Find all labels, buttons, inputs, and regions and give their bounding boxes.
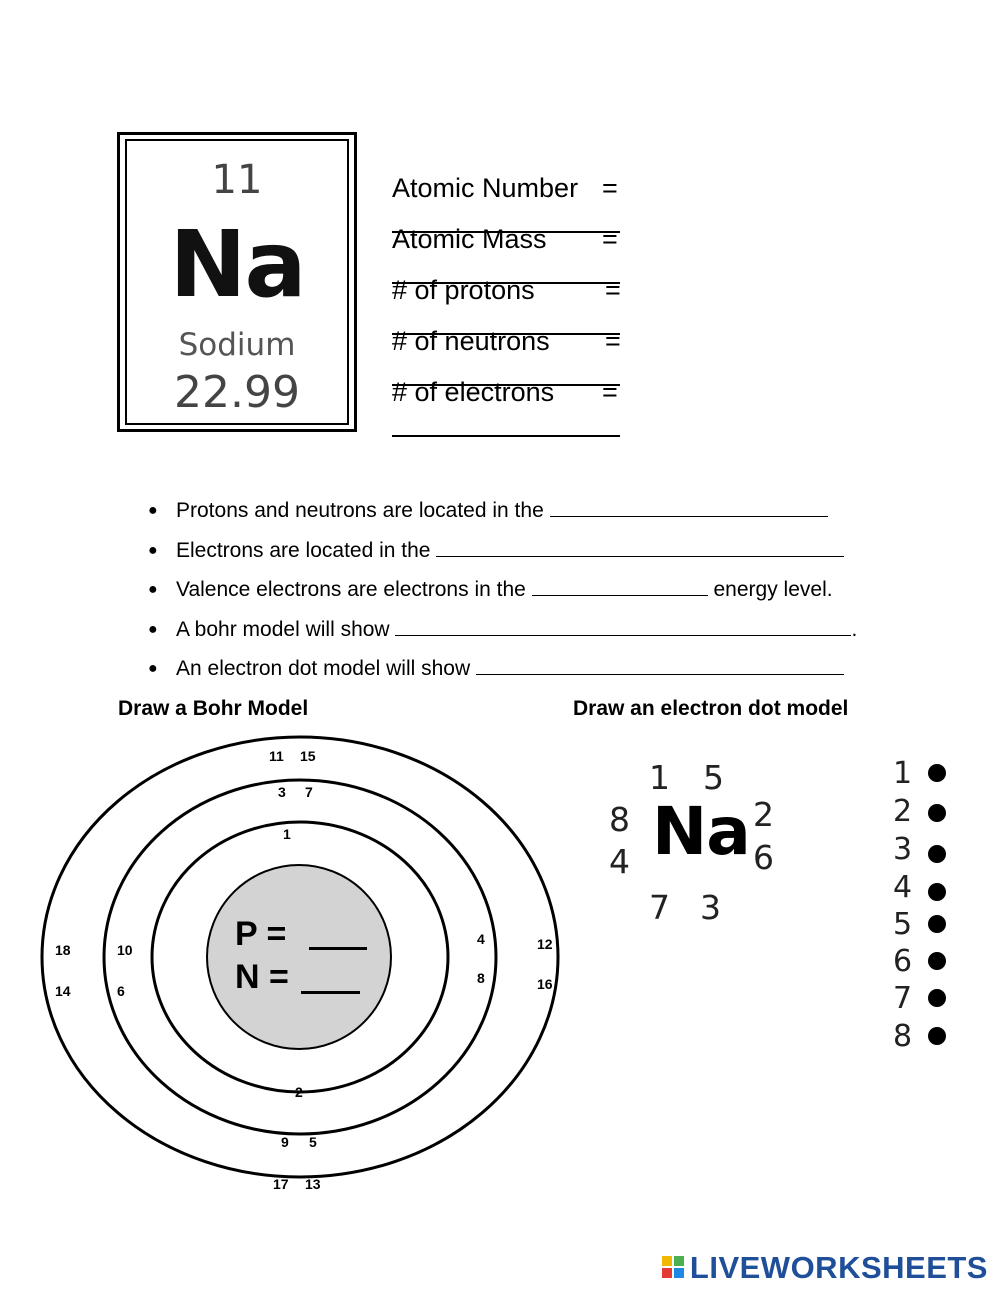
bullet-suffix: energy level. [713, 578, 833, 601]
property-label: Atomic Number [392, 173, 579, 203]
bullet-item [148, 656, 844, 681]
property-label: # of protons [392, 275, 535, 305]
bohr-number: 12 [537, 936, 553, 952]
bohr-number: 4 [477, 931, 485, 947]
bullet-icon: ● [148, 542, 158, 559]
palette-number: 6 [893, 944, 913, 979]
dot-position-number[interactable]: 2 [753, 795, 774, 834]
nucleus-protons-blank[interactable] [309, 947, 367, 950]
dot-position-number[interactable]: 8 [609, 800, 630, 839]
bullet-icon: ● [148, 660, 158, 677]
dot-position-number[interactable]: 4 [609, 842, 630, 881]
dot-model-answer-field[interactable] [476, 656, 844, 675]
bohr-number: 16 [537, 976, 553, 992]
element-name: Sodium [178, 327, 296, 363]
palette-number: 5 [893, 907, 913, 942]
atomic-number: 11 [211, 157, 263, 203]
bullet-icon: ● [148, 581, 158, 598]
bullet-icon: ● [148, 621, 158, 638]
palette-number: 7 [893, 981, 913, 1016]
element-symbol: Na [169, 211, 305, 318]
property-electrons [377, 346, 620, 444]
bullet-text: Protons and neutrons are located in the [176, 499, 544, 522]
dot-position-number[interactable]: 6 [753, 838, 774, 877]
draggable-dot[interactable] [928, 952, 946, 970]
property-label: # of neutrons [392, 326, 550, 356]
atomic-mass: 22.99 [174, 367, 300, 418]
bohr-number: 15 [300, 748, 316, 764]
bullet-text: An electron dot model will show [176, 657, 471, 680]
bohr-number: 5 [309, 1134, 317, 1150]
equals-sign: = [602, 224, 618, 254]
bohr-number: 8 [477, 970, 485, 986]
bohr-number: 9 [281, 1134, 289, 1150]
bullet-icon: ● [148, 502, 158, 519]
bohr-number: 1 [283, 826, 291, 842]
dot-position-number[interactable]: 5 [703, 758, 724, 797]
logo-text: LIVEWORKSHEETS [689, 1250, 988, 1285]
protons-label: P = [235, 915, 287, 953]
bohr-diagram[interactable] [0, 720, 600, 1220]
bohr-number: 3 [278, 784, 286, 800]
equals-sign: = [602, 377, 618, 407]
palette-number: 2 [893, 794, 913, 829]
draggable-dot[interactable] [928, 845, 946, 863]
property-label: Atomic Mass [392, 224, 547, 254]
draggable-dot[interactable] [928, 915, 946, 933]
equals-sign: = [605, 275, 621, 305]
palette-number: 4 [893, 870, 913, 905]
draggable-dot[interactable] [928, 764, 946, 782]
palette-number: 8 [893, 1019, 913, 1054]
draggable-dot[interactable] [928, 804, 946, 822]
bullet-item [148, 538, 844, 563]
bullet-suffix: . [851, 618, 858, 641]
bullet-text: Valence electrons are electrons in the [176, 578, 526, 601]
bullet-item [148, 498, 828, 523]
liveworksheets-logo [662, 1250, 988, 1286]
bohr-number: 18 [55, 942, 71, 958]
bohr-number: 10 [117, 942, 133, 958]
electrons-answer-field[interactable] [392, 408, 620, 437]
dot-position-number[interactable]: 3 [700, 888, 721, 927]
neutrons-label: N = [235, 958, 289, 996]
palette-number: 3 [893, 832, 913, 867]
bohr-number: 2 [295, 1084, 303, 1100]
palette-number: 1 [893, 756, 913, 791]
bohr-heading: Draw a Bohr Model [118, 697, 309, 720]
dot-position-number[interactable]: 7 [649, 888, 670, 927]
bullet-text: A bohr model will show [176, 618, 390, 641]
draggable-dot[interactable] [928, 1027, 946, 1045]
bohr-number: 7 [305, 784, 313, 800]
bohr-number: 6 [117, 983, 125, 999]
bullet-item [148, 577, 833, 602]
element-tile-inner [125, 139, 349, 425]
dot-model-symbol: Na [652, 793, 750, 870]
logo-mark-icon [662, 1256, 686, 1280]
bullet-item [148, 617, 857, 642]
property-label: # of electrons [392, 377, 555, 407]
nucleus-answer-field[interactable] [550, 498, 828, 517]
bohr-number: 17 [273, 1176, 289, 1192]
valence-answer-field[interactable] [532, 577, 708, 596]
bohr-model-answer-field[interactable] [395, 617, 851, 636]
draggable-dot[interactable] [928, 989, 946, 1007]
equals-sign: = [602, 173, 618, 203]
bohr-number: 13 [305, 1176, 321, 1192]
nucleus-neutrons-blank[interactable] [301, 991, 360, 994]
bohr-number: 11 [269, 748, 284, 764]
equals-sign: = [605, 326, 621, 356]
nucleus [207, 865, 391, 1049]
electron-location-answer-field[interactable] [436, 538, 844, 557]
dot-position-number[interactable]: 1 [649, 758, 670, 797]
bullet-text: Electrons are located in the [176, 539, 431, 562]
bohr-number: 14 [55, 983, 71, 999]
dot-heading: Draw an electron dot model [573, 697, 849, 720]
element-tile [117, 132, 357, 432]
draggable-dot[interactable] [928, 883, 946, 901]
